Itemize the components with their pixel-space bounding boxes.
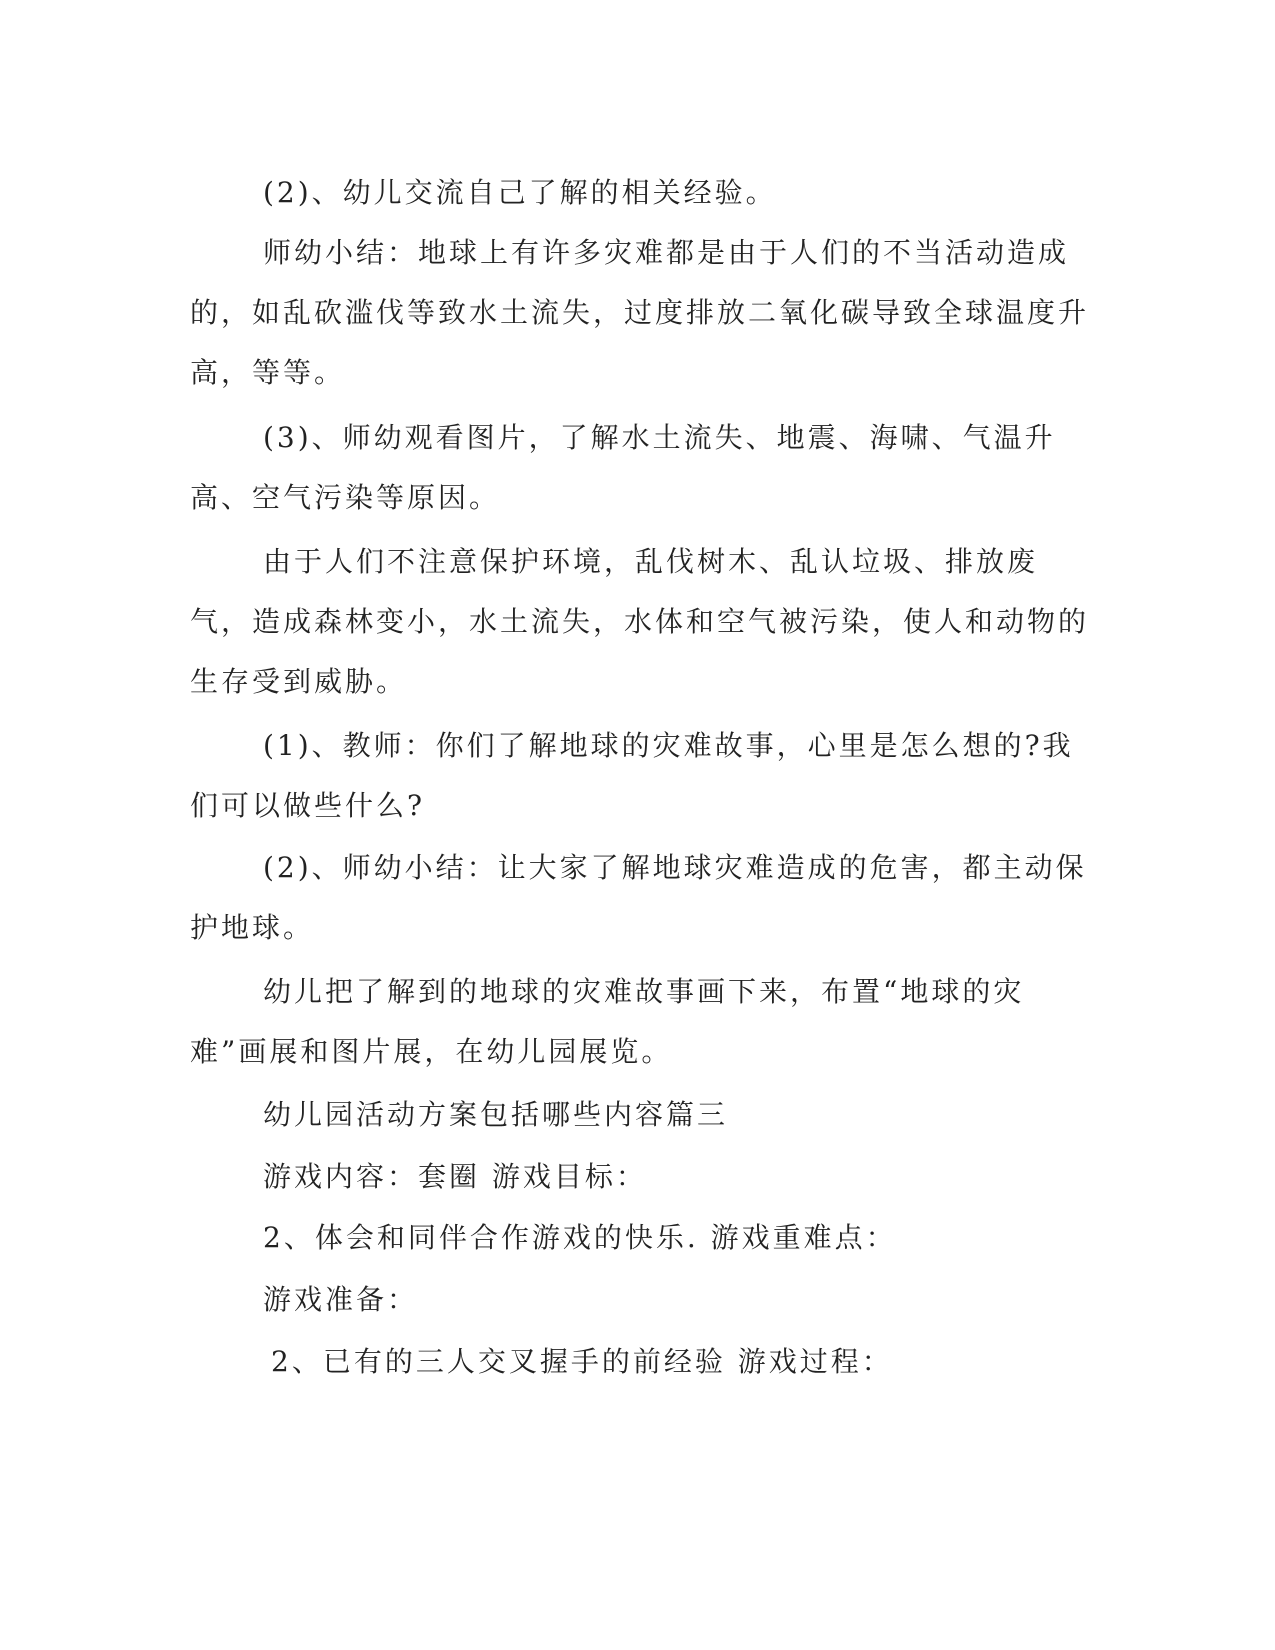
paragraph-3: (3)、师幼观看图片，了解水土流失、地震、海啸、气温升高、空气污染等原因。 <box>190 421 1056 514</box>
paragraph-6: (2)、师幼小结：让大家了解地球灾难造成的危害，都主动保护地球。 <box>190 851 1087 944</box>
paragraph-5: (1)、教师：你们了解地球的灾难故事，心里是怎么想的?我们可以做些什么? <box>190 729 1074 822</box>
paragraph-4: 由于人们不注意保护环境，乱伐树木、乱认垃圾、排放废气，造成森林变小，水土流失，水体和空气被污染，使人和动物的生存受到威胁。 <box>190 545 1090 698</box>
paragraph-12: 2、已有的三人交叉握手的前经验 游戏过程： <box>271 1345 893 1378</box>
paragraph-9: 游戏内容：套圈 游戏目标： <box>263 1160 647 1193</box>
section-heading: 幼儿园活动方案包括哪些内容篇三 <box>263 1098 729 1131</box>
paragraph-7: 幼儿把了解到的地球的灾难故事画下来，布置“地球的灾难”画展和图片展，在幼儿园展览。 <box>190 975 1025 1068</box>
paragraph-10: 2、体会和同伴合作游戏的快乐. 游戏重难点： <box>263 1221 897 1254</box>
paragraph-11: 游戏准备： <box>263 1283 419 1316</box>
paragraph-1: (2)、幼儿交流自己了解的相关经验。 <box>263 176 777 209</box>
paragraph-2: 师幼小结：地球上有许多灾难都是由于人们的不当活动造成的，如乱砍滥伐等致水土流失，过度排放二氧化碳导致全球温度升高，等等。 <box>190 236 1090 389</box>
